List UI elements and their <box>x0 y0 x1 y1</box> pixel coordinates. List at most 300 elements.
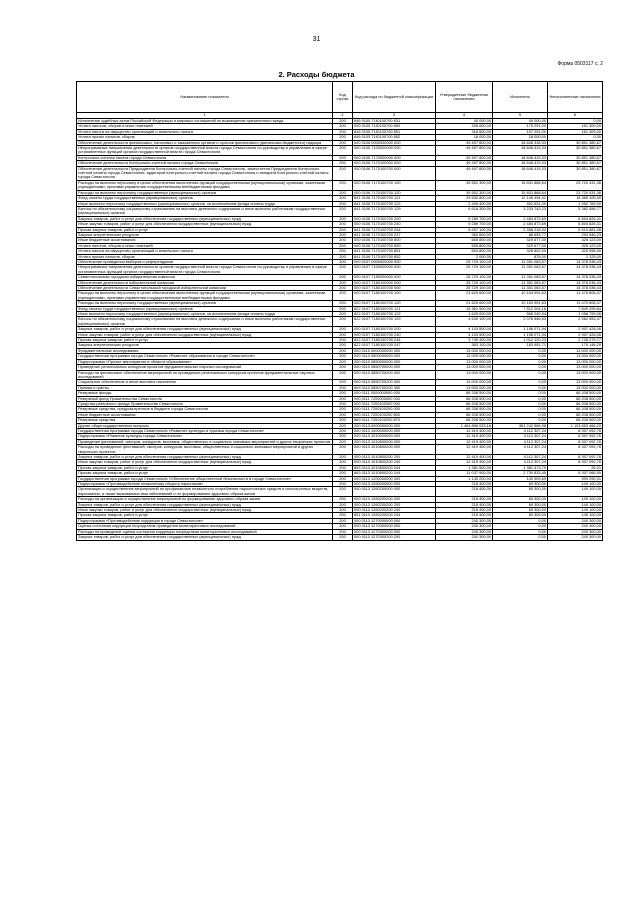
row-executed-cell: 88 653,77 <box>493 232 548 237</box>
row-executed-cell: 1 196 071,94 <box>493 327 548 332</box>
row-line-cell: 200 <box>333 238 353 243</box>
row-code-cell: 000 0107 7180100700 240 <box>353 332 436 337</box>
row-executed-cell: 69 300,00 <box>493 502 548 507</box>
row-name-cell: Прочая закупка товаров, работ и услуг <box>77 227 333 232</box>
row-code-cell: 000 0113 0000000000 000 <box>353 423 436 428</box>
row-unexecuted-cell: 14 378 036,43 <box>548 286 603 291</box>
row-unexecuted-cell: 23 720 431,36 <box>548 180 603 190</box>
row-unexecuted-cell: 66 208 500,00 <box>548 401 603 406</box>
table-row <box>77 155 603 160</box>
row-line-cell: 200 <box>333 465 353 470</box>
row-executed-cell: 0,00 <box>493 518 548 523</box>
row-executed-cell: 0,00 <box>493 396 548 401</box>
row-unexecuted-cell: 6 510 881,08 <box>548 227 603 232</box>
row-name-cell: Иные выплаты персоналу государственных (муниципальных) органов, за исключением фонда оплаты труда <box>77 312 333 317</box>
row-unexecuted-cell: 13 000 000,00 <box>548 359 603 364</box>
row-unexecuted-cell: 13 000 000,00 <box>548 370 603 380</box>
row-line-cell: 200 <box>333 232 353 237</box>
row-executed-cell: 183 951,71 <box>493 343 548 348</box>
table-row <box>77 180 603 190</box>
row-line-cell: 200 <box>333 434 353 439</box>
row-name-cell: Закупка товаров, работ и услуг для обеспечения государственных (муниципальных) нужд <box>77 502 333 507</box>
row-executed-cell: 2 396 218,92 <box>493 227 548 232</box>
row-code-cell: 000 0106 7170100700 120 <box>353 190 436 195</box>
row-code-cell: 000 0106 7170100700 240 <box>353 222 436 227</box>
row-code-cell: 000 0107 7180100700 100 <box>353 291 436 301</box>
row-name-cell: Непрограммные направления деятельности органов государственной власти города Севастополя по руководству и управлению в сфере установленных функций органов государственной власти города Севастополя <box>77 265 333 275</box>
row-line-cell: 200 <box>333 445 353 455</box>
header-name: Наименование показателя <box>77 82 333 113</box>
row-code-cell: 841 0106 7170100700 121 <box>353 196 436 201</box>
row-code-cell: 841 0106 7170100700 244 <box>353 227 436 232</box>
row-unexecuted-cell: 66 208 500,00 <box>548 391 603 396</box>
row-executed-cell: 1 196 071,94 <box>493 332 548 337</box>
table-row <box>77 286 603 291</box>
row-executed-cell: 4 112 307,24 <box>493 455 548 460</box>
row-line-cell: 200 <box>333 529 353 534</box>
row-line-cell: 200 <box>333 524 353 529</box>
row-approved-cell: 240 300,00 <box>436 529 493 534</box>
row-code-cell: 000 0113 1270300200 200 <box>353 535 436 540</box>
row-executed-cell: 875,00 <box>493 254 548 259</box>
row-line-cell: 200 <box>333 180 353 190</box>
row-approved-cell: 240 300,00 <box>436 524 493 529</box>
row-name-cell: Иные закупки товаров, работ и услуг для обеспечения государственных (муниципальных) нужд <box>77 332 333 337</box>
row-unexecuted-cell: 161 309,00 <box>548 129 603 134</box>
table-row <box>77 291 603 301</box>
row-line-cell: 200 <box>333 286 353 291</box>
row-code-cell: 000 0111 0000000000 000 <box>353 391 436 396</box>
row-name-cell: Прочая закупка товаров, работ и услуг <box>77 471 333 476</box>
table-row <box>77 306 603 311</box>
row-executed-cell: 0,00 <box>493 359 548 364</box>
row-code-cell: 809 0110 0850700200 350 <box>353 385 436 390</box>
row-approved-cell: 655 800,00 <box>436 243 493 248</box>
row-approved-cell: 66 208 500,00 <box>436 412 493 417</box>
row-name-cell: Взносы по обязательному социальному страхованию на выплаты денежного содержания и иные выплаты работникам государственных (муниципальных) органов <box>77 206 333 216</box>
header-approved: Утвержденные бюджетные назначения <box>436 82 493 113</box>
row-name-cell: Уплата налога на имущество организаций и земельного налога <box>77 249 333 254</box>
table-row <box>77 455 603 460</box>
table-row <box>77 439 603 444</box>
row-executed-cell: 69 300,00 <box>493 487 548 497</box>
row-approved-cell: 240 300,00 <box>436 518 493 523</box>
row-code-cell: 000 0110 0850700200 300 <box>353 380 436 385</box>
table-row <box>77 370 603 380</box>
table-row <box>77 332 603 337</box>
row-approved-cell: 1 464 896 033,16 <box>436 423 493 428</box>
row-approved-cell: 12 419 400,00 <box>436 460 493 465</box>
row-code-cell: 000 0106 7100000000 000 <box>353 146 436 156</box>
row-line-cell: 200 <box>333 535 353 540</box>
row-unexecuted-cell: 8 307 092,76 <box>548 428 603 433</box>
row-name-cell: Расходы на проведение фестивалей, смотров, конкурсов, выставок, общественных и социально значимых мероприятий и других творческих проектов <box>77 445 333 455</box>
row-code-cell: 000 0107 7180100700 000 <box>353 286 436 291</box>
row-code-cell: 822 0107 7180100700 129 <box>353 317 436 327</box>
row-unexecuted-cell: 14 378 036,43 <box>548 275 603 280</box>
row-approved-cell: 9 289 700,00 <box>436 222 493 227</box>
row-line-cell: 200 <box>333 301 353 306</box>
row-executed-cell: 452 631,00 <box>493 201 548 206</box>
row-name-cell: Расходы на выплаты персоналу государственных (муниципальных) органов <box>77 301 333 306</box>
row-code-cell: 000 0106 0000000000 000 <box>353 140 436 145</box>
row-name-cell: Фундаментальные исследования <box>77 348 333 353</box>
row-approved-cell: 4 103 500,00 <box>436 327 493 332</box>
row-line-cell: 200 <box>333 124 353 129</box>
row-name-cell: Фонд оплаты труда государственных (муниципальных) органов <box>77 306 333 311</box>
row-approved-cell: 13 000 000,00 <box>436 365 493 370</box>
row-approved-cell: 240 300,00 <box>436 535 493 540</box>
row-name-cell: Иные закупки товаров, работ и услуг для обеспечения государственных (муниципальных) нужд <box>77 508 333 513</box>
row-unexecuted-cell: 8 307 092,76 <box>548 455 603 460</box>
row-unexecuted-cell: 13 000 000,00 <box>548 348 603 353</box>
form-label: Форма 0503117 с. 2 <box>557 61 603 67</box>
row-approved-cell: 25 729 100,00 <box>436 265 493 275</box>
row-code-cell: 000 0113 1260200000 000 <box>353 487 436 497</box>
row-unexecuted-cell: 30 851 380,67 <box>548 140 603 145</box>
row-approved-cell: 2 405 400,00 <box>436 201 493 206</box>
row-approved-cell: 8 907 100,00 <box>436 227 493 232</box>
row-approved-cell: 12 419 400,00 <box>436 445 493 455</box>
row-approved-cell: 11 037 900,00 <box>436 471 493 476</box>
row-code-cell: 863 0113 1010800200 244 <box>353 471 436 476</box>
row-approved-cell: 13 000 000,00 <box>436 348 493 353</box>
row-executed-cell: 4 112 307,24 <box>493 460 548 465</box>
row-approved-cell: 3 740 400,00 <box>436 338 493 343</box>
row-executed-cell: 0,00 <box>493 412 548 417</box>
row-approved-cell: 29 530 800,00 <box>436 196 493 201</box>
row-name-cell: Резервный фонд Правительства Севастополя <box>77 396 333 401</box>
row-code-cell: 000 0113 1010800200 200 <box>353 455 436 460</box>
budget-table <box>76 81 603 541</box>
row-executed-cell: 328 802,00 <box>493 249 548 254</box>
row-unexecuted-cell: 149 100,00 <box>548 502 603 507</box>
row-approved-cell: 13 000 000,00 <box>436 359 493 364</box>
table-row <box>77 166 603 180</box>
row-name-cell: Закупка товаров, работ и услуг для обеспечения государственных (муниципальных) нужд <box>77 535 333 540</box>
row-code-cell: 853 0113 1010800200 244 <box>353 465 436 470</box>
row-executed-cell: 329 677,00 <box>493 238 548 243</box>
row-unexecuted-cell: 326 123,00 <box>548 238 603 243</box>
row-approved-cell: 218 400,00 <box>436 482 493 487</box>
col-number: 1 <box>77 113 333 119</box>
row-executed-cell: 0,00 <box>493 385 548 390</box>
row-approved-cell: 363 100,00 <box>436 343 493 348</box>
table-row <box>77 445 603 455</box>
row-unexecuted-cell: 8 307 092,76 <box>548 445 603 455</box>
row-name-cell: Закупка товаров, работ и услуг для обеспечения государственных (муниципальных) нужд <box>77 327 333 332</box>
row-unexecuted-cell: 2 907 428,06 <box>548 327 603 332</box>
row-name-cell: Подпрограмма «Прочие мероприятия в области образования» <box>77 359 333 364</box>
row-executed-cell: 361 242 586,98 <box>493 423 548 428</box>
row-line-cell: 200 <box>333 161 353 166</box>
row-code-cell: 000 0107 7180000000 000 <box>353 275 436 280</box>
row-line-cell: 200 <box>333 482 353 487</box>
row-code-cell: 822 0107 7180100700 244 <box>353 338 436 343</box>
header-line: Код строки <box>333 82 353 113</box>
row-name-cell: Подпрограмма «Противодействие коррупции в городе Севастополе» <box>77 518 333 523</box>
row-line-cell: 200 <box>333 348 353 353</box>
row-line-cell: 200 <box>333 201 353 206</box>
row-approved-cell: 382 600,00 <box>436 232 493 237</box>
row-line-cell: 200 <box>333 365 353 370</box>
table-row <box>77 280 603 285</box>
row-executed-cell: 7 512 204,16 <box>493 306 548 311</box>
row-code-cell: 000 0106 7170100700 100 <box>353 180 436 190</box>
row-unexecuted-cell: 14 378 036,43 <box>548 280 603 285</box>
header-unexecuted: Неисполненные назначения <box>548 82 603 113</box>
row-unexecuted-cell: 240 300,00 <box>548 529 603 534</box>
row-line-cell: 200 <box>333 407 353 412</box>
row-unexecuted-cell: 13 000 000,00 <box>548 380 603 385</box>
row-approved-cell: 4 639 100,00 <box>436 317 493 327</box>
row-name-cell: Обеспечение деятельности Председателя Контрольно-счетной палаты города Севастополя, заместителя Председателя Контрольно-счетной палаты города Севастополя, аудиторов Контрольно-счетной палаты города Севастополя и аппарата Контрольно-счетной палаты города Севастополя <box>77 166 333 180</box>
row-approved-cell: 13 000 000,00 <box>436 385 493 390</box>
table-row <box>77 265 603 275</box>
table-row <box>77 190 603 195</box>
table-row <box>77 434 603 439</box>
row-approved-cell: 1 625 000,00 <box>436 312 493 317</box>
row-approved-cell: 66 208 500,00 <box>436 407 493 412</box>
row-unexecuted-cell: 179 148,29 <box>548 343 603 348</box>
row-name-cell: Иные закупки товаров, работ и услуг для обеспечения государственных (муниципальных) нужд <box>77 460 333 465</box>
row-approved-cell: 6 616 300,00 <box>436 206 493 216</box>
row-executed-cell: 69 300,00 <box>493 482 548 487</box>
row-name-cell: Обеспечение деятельности финансовых, налоговых и таможенных органов и органов финансового (финансово-бюджетного) надзора <box>77 140 333 145</box>
header-code: Код расхода по бюджетной классификации <box>353 82 436 113</box>
row-name-cell: Обеспечение деятельности Севастопольской городской избирательной комиссии <box>77 286 333 291</box>
row-unexecuted-cell: 149 100,00 <box>548 487 603 497</box>
col-number: 4 <box>436 113 493 119</box>
row-executed-cell: 566 240,94 <box>493 312 548 317</box>
row-line-cell: 200 <box>333 146 353 156</box>
row-code-cell: 000 0110 0850000000 000 <box>353 359 436 364</box>
row-unexecuted-cell: 14 378 036,43 <box>548 265 603 275</box>
row-unexecuted-cell: 11 470 608,37 <box>548 301 603 306</box>
row-name-cell: Уплата прочих налогов, сборов <box>77 135 333 140</box>
row-code-cell: 000 0106 7170100000 000 <box>353 161 436 166</box>
row-code-cell: 841 0106 7170100700 129 <box>353 206 436 216</box>
row-approved-cell: 653 800,00 <box>436 249 493 254</box>
row-name-cell: Расходы на выплаты персоналу в целях обеспечения выполнения функций государственными (муниципальными) органами, казенными учреждениями, органами управления государственными внебюджетными фондами <box>77 180 333 190</box>
row-name-cell: Обеспечение проведения выборов и референдумов <box>77 259 333 264</box>
row-line-cell: 200 <box>333 513 353 518</box>
row-approved-cell: 25 729 100,00 <box>436 280 493 285</box>
row-line-cell: 200 <box>333 190 353 195</box>
row-name-cell: Непрограммные направления деятельности органов государственной власти города Севастополя по руководству и управлению в сфере установленных функций органов государственной власти города Севастополя <box>77 146 333 156</box>
row-code-cell: 000 0107 7180100000 000 <box>353 280 436 285</box>
row-executed-cell: 15 831 868,64 <box>493 190 548 195</box>
row-name-cell: Резервные фонды <box>77 391 333 396</box>
row-executed-cell: 0,00 <box>493 348 548 353</box>
row-approved-cell: 66 208 500,00 <box>436 391 493 396</box>
table-row <box>77 317 603 327</box>
row-line-cell: 200 <box>333 243 353 248</box>
row-name-cell: Расходы на организацию и осуществление мероприятий по формированию здорового образа жизни <box>77 497 333 502</box>
row-unexecuted-cell: 5 382 556,77 <box>548 206 603 216</box>
row-code-cell: 000 0107 0000000000 000 <box>353 259 436 264</box>
row-unexecuted-cell: 30 851 380,67 <box>548 155 603 160</box>
row-executed-cell: 11 351 063,57 <box>493 286 548 291</box>
row-name-cell: Иные выплаты персоналу государственных (муниципальных) органов, за исключением фонда оплаты труда <box>77 201 333 206</box>
row-unexecuted-cell: 23 720 431,36 <box>548 190 603 195</box>
row-executed-cell: 18 646 418,33 <box>493 140 548 145</box>
row-line-cell: 200 <box>333 359 353 364</box>
row-code-cell: 000 0113 1000000000 000 <box>353 428 436 433</box>
row-name-cell: Расходы на проведение оценки состояния коррупции посредством мониторинговых исследований <box>77 529 333 534</box>
row-executed-cell: 11 351 063,57 <box>493 280 548 285</box>
row-executed-cell: 3 233 743,23 <box>493 206 548 216</box>
row-unexecuted-cell: 6 804 826,31 <box>548 222 603 227</box>
row-unexecuted-cell: 66 208 500,00 <box>548 407 603 412</box>
row-approved-cell: 13 000 000,00 <box>436 380 493 385</box>
table-row <box>77 301 603 306</box>
row-line-cell: 200 <box>333 418 353 423</box>
row-executed-cell: 157 291,00 <box>493 129 548 134</box>
row-line-cell: 200 <box>333 222 353 227</box>
row-line-cell: 200 <box>333 354 353 359</box>
row-unexecuted-cell: 11 470 608,37 <box>548 291 603 301</box>
row-code-cell: 000 0111 7200100200 000 <box>353 407 436 412</box>
row-approved-cell: 655 800,00 <box>436 238 493 243</box>
row-code-cell: 846 0105 71Ю100700 852 <box>353 135 436 140</box>
row-approved-cell: 1 381 500,00 <box>436 465 493 470</box>
col-number: 2 <box>333 113 353 119</box>
table-row <box>77 216 603 221</box>
row-unexecuted-cell: 1 125,00 <box>548 254 603 259</box>
row-unexecuted-cell: 8 307 066,55 <box>548 471 603 476</box>
row-name-cell: Взносы по обязательному социальному страхованию на выплаты денежного содержания и иные выплаты работникам государственных (муниципальных) органов <box>77 317 333 327</box>
row-unexecuted-cell: 13 000 000,00 <box>548 365 603 370</box>
row-line-cell: 200 <box>333 439 353 444</box>
row-executed-cell: 40 000,00 <box>493 119 548 124</box>
table-row <box>77 259 603 264</box>
row-executed-cell: 1 012 120,23 <box>493 338 548 343</box>
row-code-cell: 841 0106 7170100700 247 <box>353 232 436 237</box>
row-line-cell: 200 <box>333 385 353 390</box>
row-executed-cell: 0,00 <box>493 535 548 540</box>
table-row <box>77 222 603 227</box>
row-code-cell: 000 0106 7170100700 000 <box>353 166 436 180</box>
row-line-cell: 200 <box>333 119 353 124</box>
row-executed-cell: 0,00 <box>493 401 548 406</box>
row-executed-cell: 10 154 991,63 <box>493 291 548 301</box>
row-code-cell: 000 0113 1010800000 000 <box>353 439 436 444</box>
row-name-cell: Прочая закупка товаров, работ и услуг <box>77 513 333 518</box>
row-approved-cell: 39 552 300,00 <box>436 190 493 195</box>
row-executed-cell: 4 112 307,24 <box>493 445 548 455</box>
row-approved-cell: 318 600,00 <box>436 129 493 134</box>
row-line-cell: 200 <box>333 508 353 513</box>
row-line-cell: 200 <box>333 275 353 280</box>
row-code-cell: 000 0113 1260200200 240 <box>353 508 436 513</box>
row-code-cell: 000 0106 7170000000 000 <box>353 155 436 160</box>
row-code-cell: 000 0110 0000000000 000 <box>353 348 436 353</box>
row-executed-cell: 0,00 <box>493 370 548 380</box>
row-unexecuted-cell: 149 100,00 <box>548 508 603 513</box>
row-unexecuted-cell: 66 208 500,00 <box>548 412 603 417</box>
row-unexecuted-cell: 240 300,00 <box>548 518 603 523</box>
row-unexecuted-cell: 240 300,00 <box>548 535 603 540</box>
row-code-cell: 000 0106 7170100700 200 <box>353 216 436 221</box>
row-unexecuted-cell: 325 098,00 <box>548 249 603 254</box>
row-approved-cell: 49 497 800,00 <box>436 161 493 166</box>
row-unexecuted-cell: 6 804 826,31 <box>548 216 603 221</box>
row-code-cell: 841 0106 7170100700 122 <box>353 201 436 206</box>
row-approved-cell: 336 600,00 <box>436 124 493 129</box>
row-line-cell: 200 <box>333 306 353 311</box>
row-executed-cell: 11 351 063,57 <box>493 259 548 264</box>
row-approved-cell: 12 419 400,00 <box>436 455 493 460</box>
row-executed-cell: 0,00 <box>493 524 548 529</box>
row-line-cell: 200 <box>333 460 353 465</box>
row-executed-cell: 18 646 419,33 <box>493 166 548 180</box>
row-executed-cell: 0,00 <box>493 391 548 396</box>
row-executed-cell: 2 076 546,53 <box>493 317 548 327</box>
row-executed-cell: 0,00 <box>493 529 548 534</box>
row-name-cell: Резервные средства <box>77 418 333 423</box>
row-executed-cell: 18 000,00 <box>493 135 548 140</box>
row-name-cell: Расходы на финансовое обеспечение мероприятий по проведению региональных конкурсов проектов фундаментальных научных исследований <box>77 370 333 380</box>
row-approved-cell: 66 208 500,00 <box>436 396 493 401</box>
row-unexecuted-cell: 149 100,00 <box>548 513 603 518</box>
row-line-cell: 200 <box>333 291 353 301</box>
row-approved-cell: 49 497 800,00 <box>436 166 493 180</box>
row-executed-cell: 69 300,00 <box>493 508 548 513</box>
row-name-cell: Уплата налогов, сборов и иных платежей <box>77 124 333 129</box>
row-line-cell: 200 <box>333 476 353 481</box>
row-unexecuted-cell: 66 208 500,00 <box>548 418 603 423</box>
row-unexecuted-cell: 0,00 <box>548 119 603 124</box>
table-row <box>77 327 603 332</box>
row-line-cell: 200 <box>333 370 353 380</box>
row-name-cell: Закупка энергетических ресурсов <box>77 343 333 348</box>
row-unexecuted-cell: 30 851 380,67 <box>548 166 603 180</box>
row-unexecuted-cell: 149 100,00 <box>548 497 603 502</box>
row-line-cell: 200 <box>333 280 353 285</box>
row-name-cell: Оценка состояния коррупции посредством проведения мониторинговых исследований <box>77 524 333 529</box>
row-code-cell: 000 0106 7170100700 850 <box>353 243 436 248</box>
row-name-cell: Государственная программа города Севастополя «Развитие культуры и туризма города Севастополя» <box>77 428 333 433</box>
row-line-cell: 200 <box>333 380 353 385</box>
row-name-cell: Расходы на выплаты персоналу в целях обеспечения выполнения функций государственными (муниципальными) органами, казенными учреждениями, органами управления государственными внебюджетными фондами <box>77 291 333 301</box>
row-name-cell: Проведение фестивалей, смотров, конкурсов, выставок, общественных и социально значимых мероприятий и других творческих проектов <box>77 439 333 444</box>
row-line-cell: 200 <box>333 166 353 180</box>
row-name-cell: Социальное обеспечение и иные выплаты населению <box>77 380 333 385</box>
row-unexecuted-cell: 8 307 092,76 <box>548 439 603 444</box>
row-code-cell: 000 0113 1260200200 000 <box>353 497 436 502</box>
row-code-cell: 000 0113 1010800200 240 <box>353 460 436 465</box>
row-executed-cell: 0,00 <box>493 418 548 423</box>
row-executed-cell: 0,00 <box>493 380 548 385</box>
row-name-cell: Подпрограмма «Противодействие незаконному обороту наркотиков» <box>77 482 333 487</box>
row-line-cell: 200 <box>333 327 353 332</box>
row-name-cell: Средства резервного фонда Правительства Севастополя <box>77 401 333 406</box>
row-line-cell: 200 <box>333 518 353 523</box>
row-approved-cell: 218 400,00 <box>436 487 493 497</box>
row-line-cell: 200 <box>333 254 353 259</box>
row-executed-cell: 1 381 473,79 <box>493 465 548 470</box>
row-code-cell: 000 0111 7200100200 800 <box>353 412 436 417</box>
row-line-cell: 200 <box>333 249 353 254</box>
row-approved-cell: 4 103 500,00 <box>436 332 493 337</box>
row-unexecuted-cell: 1 952 769,00 <box>548 201 603 206</box>
row-line-cell: 200 <box>333 140 353 145</box>
row-executed-cell: 69 300,00 <box>493 513 548 518</box>
row-approved-cell: 49 497 800,00 <box>436 140 493 145</box>
row-approved-cell: 49 497 800,00 <box>436 146 493 156</box>
row-name-cell: Подпрограмма «Развитие культуры города Севастополя» <box>77 434 333 439</box>
